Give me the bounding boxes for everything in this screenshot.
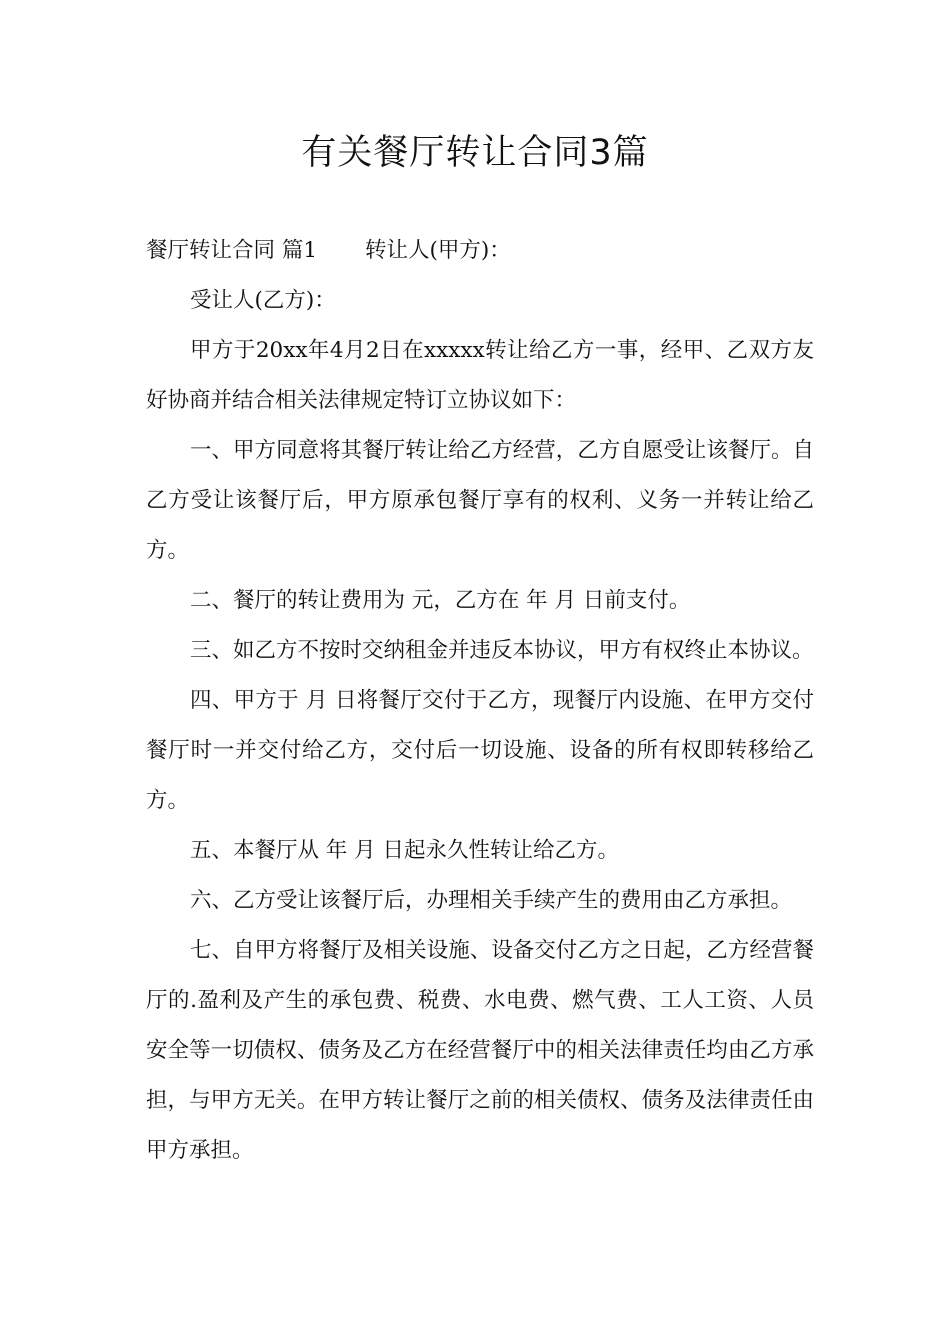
first-line	[146, 226, 814, 276]
document-body	[146, 226, 814, 1176]
transferor-label: 转让人(甲方)：	[365, 238, 511, 263]
transferee-label: 受让人(乙方)：	[190, 288, 336, 313]
document-title: 有关餐厅转让合同3篇	[301, 133, 649, 173]
clause-4: 四、甲方于 月 日将餐厅交付于乙方，现餐厅内设施、在甲方交付餐厅时一并交付给乙方，交付后一切设施、设备的所有权即转移给乙方。	[146, 688, 814, 813]
clause-5: 五、本餐厅从 年 月 日起永久性转让给乙方。	[190, 838, 620, 863]
clause-3: 三、如乙方不按时交纳租金并违反本协议，甲方有权终止本协议。	[190, 638, 814, 663]
clause-7: 七、自甲方将餐厅及相关设施、设备交付乙方之日起，乙方经营餐厅的.盈利及产生的承包费、税费、水电费、燃气费、工人工资、人员安全等一切债权、债务及乙方在经营餐厅中的相关法律责任均由乙方承担，与甲方无关。在甲方转让餐厅之前的相关债权、债务及法律责任由甲方承担。	[146, 938, 814, 1163]
section-heading: 餐厅转让合同 篇1	[146, 238, 318, 263]
clause-6: 六、乙方受让该餐厅后，办理相关手续产生的费用由乙方承担。	[190, 888, 793, 913]
clause-2: 二、餐厅的转让费用为 元，乙方在 年 月 日前支付。	[190, 588, 691, 613]
preamble-paragraph: 甲方于20xx年4月2日在xxxxx转让给乙方一事，经甲、乙双方友好协商并结合相关法律规定特订立协议如下：	[146, 338, 814, 413]
clause-1: 一、甲方同意将其餐厅转让给乙方经营，乙方自愿受让该餐厅。自乙方受让该餐厅后，甲方原承包餐厅享有的权利、义务一并转让给乙方。	[146, 438, 814, 563]
